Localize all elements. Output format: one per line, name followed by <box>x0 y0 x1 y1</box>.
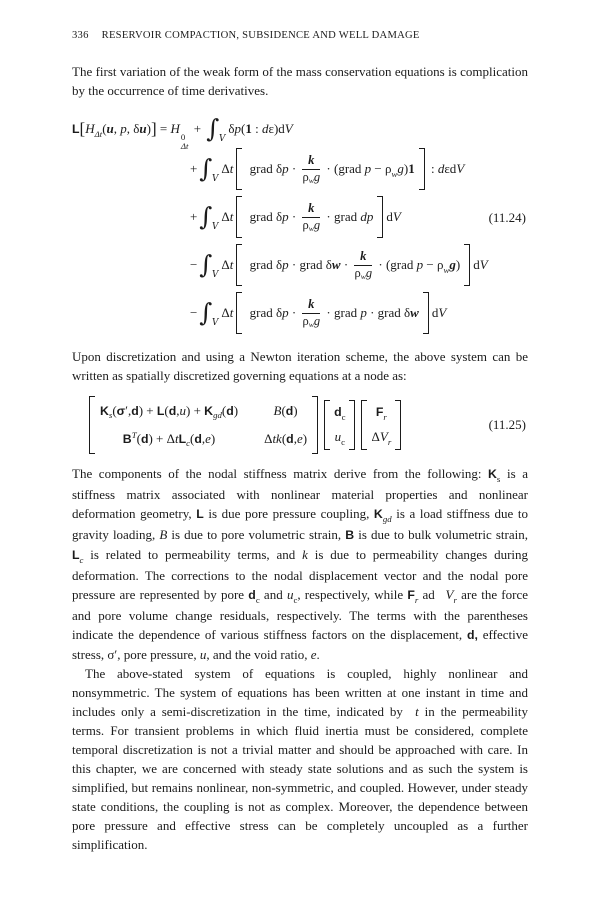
stiffness-matrix <box>100 399 307 452</box>
vector-cell: $u_c$ <box>334 429 345 447</box>
matrix-cell: Δtk(d,e) <box>264 430 308 446</box>
unknowns-right-bracket <box>349 400 355 450</box>
equation-11-25 <box>86 394 528 456</box>
equation-number-11-24: (11.24) <box>488 210 526 225</box>
equation-number-11-25: (11.25) <box>488 417 526 432</box>
vector-cell: $\Delta V_r$ <box>371 429 392 447</box>
equation-11-24-line-4: −∫ V Δt grad δp · grad δw · $\frac{k}{\rho_wg}$ · (grad $p - \rho_wg$) dV <box>190 241 528 289</box>
vector-cell: $d_c$ <box>334 405 346 422</box>
matrix-cell: B(d) <box>273 402 298 418</box>
paragraph-components: The components of the nodal stiffness matrix derive from the following: $K_s$ is a stiffness matrix associated with nonlinear material properties and nonlinear deformation geometry, L is due pore pressure coupling, $K_{gd}$ is a load stiffness due to gravity loading, B is due to pore volumetric strain, B is due to bulk volumetric strain, $L_c$ is related to permeability terms, and k is due to permeability changes during deformation. The corrections to the nodal displacement vector and the nodal pore pressure are represented by pore $d_c$ and $u_c$, respectively, while $F_r$ ad $V_r$ are the force and pore volume change residuals, respectively. The terms with the parentheses indicate the dependence of various stiffness factors on the displacement, d, effective stress, σ′, pore pressure, u, and the void ratio, e. <box>72 466 529 662</box>
matrix-cell: $B^T(d) + \Delta tL_c(d,e)$ <box>122 429 216 448</box>
unknowns-left-bracket <box>324 400 330 450</box>
residuals-vector <box>371 401 391 449</box>
chapter-title: RESERVOIR COMPACTION, SUBSIDENCE AND WELL DAMAGE <box>101 30 420 41</box>
running-header <box>72 30 528 41</box>
matrix-left-bracket <box>89 396 95 454</box>
paragraph-system-discussion: The above-stated system of equations is coupled, highly nonlinear and nonsymmetric. The system of equations has been written at one instant in time and includes only a semi-discretization in the time, indicated by t in the permeability terms. For transient problems in which fluid inertia must be considered, complete temporal discretization is not a trivial matter and should be approached with care. In this chapter, we are concerned with steady state solutions and as such the system is simplified, but remains nonlinear, non-symmetric, and coupled. However, under steady state conditions, the coupling is not as complex. Moreover, the dependence between pore pressure and effective stress can be completely uncoupled as a further simplification. <box>72 666 528 852</box>
equation-11-24-line-3: +∫ V Δt grad δp · $\frac{k}{\rho_wg}$ · grad dp dV <box>190 193 528 241</box>
residuals-left-bracket <box>361 400 367 450</box>
equation-11-24-line-5: −∫ V Δt grad δp · $\frac{k}{\rho_wg}$ · grad p · grad δw dV <box>190 289 528 337</box>
residuals-right-bracket <box>395 400 401 450</box>
matrix-cell: $K_s(\sigma',d) + L(d,u) + K_{gd}(d)$ <box>100 402 239 420</box>
equation-11-24 <box>72 111 528 337</box>
paragraph-intro: The first variation of the weak form of the mass conservation equations is complication by the occurrence of time derivatives. <box>72 64 528 98</box>
vector-cell: $F_r$ <box>375 405 387 422</box>
unknowns-vector <box>334 401 345 449</box>
equation-11-24-line-1: $L[H_{\Delta t}(u$, p, δu)] = H 0 Δt + ∫ V δp(1 : dε)dV <box>72 113 293 151</box>
matrix-right-bracket <box>312 396 318 454</box>
paragraph-discretization: Upon discretization and using a Newton iteration scheme, the above system can be written as spatially discretized governing equations at a node as: <box>72 349 528 383</box>
page-number: 336 <box>72 30 89 41</box>
equation-11-24-line-2: +∫ V Δt grad δp · $\frac{k}{\rho_wg}$ · (grad $p - \rho_wg)1$ : dεdV <box>190 145 528 193</box>
